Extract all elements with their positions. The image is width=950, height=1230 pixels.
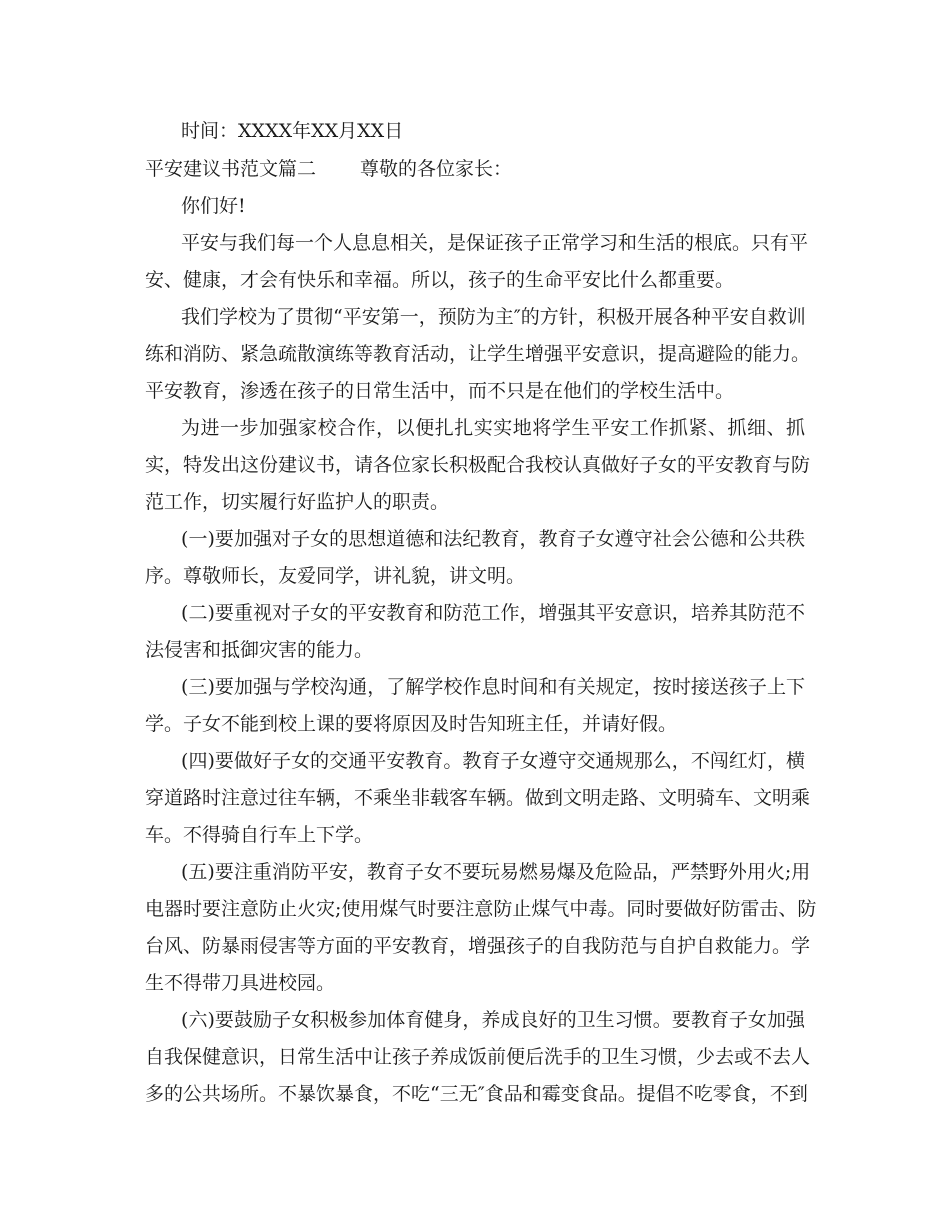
paragraph-line: 学。子女不能到校上课的要将原因及时告知班主任，并请好假。 <box>145 713 678 735</box>
paragraph-line: 台风、防暴雨侵害等方面的平安教育，增强孩子的自我防范与自护自救能力。学 <box>145 935 811 957</box>
paragraph-line: (四)要做好子女的交通平安教育。教育子女遵守交通规那么，不闯红灯，横 <box>181 750 805 772</box>
paragraph-line: 平安教育，渗透在孩子的日常生活中，而不只是在他们的学校生活中。 <box>145 380 735 402</box>
paragraph-line: 生不得带刀具进校园。 <box>145 972 336 994</box>
section-title: 平安建议书范文篇二 <box>145 158 317 180</box>
paragraph-line: (三)要加强与学校沟通，了解学校作息时间和有关规定，按时接送孩子上下 <box>181 676 805 698</box>
paragraph-line: 车。不得骑自行车上下学。 <box>145 824 374 846</box>
paragraph-line: 自我保健意识，日常生活中让孩子养成饭前便后洗手的卫生习惯，少去或不去人 <box>145 1046 811 1068</box>
paragraph-line: (二)要重视对子女的平安教育和防范工作，增强其平安意识，培养其防范不 <box>181 602 805 624</box>
paragraph-line: 平安与我们每一个人息息相关，是保证孩子正常学习和生活的根底。只有平 <box>181 232 809 254</box>
paragraph-line: 法侵害和抵御灾害的能力。 <box>145 639 374 661</box>
paragraph-line: (六)要鼓励子女积极参加体育健身，养成良好的卫生习惯。要教育子女加强 <box>181 1009 805 1031</box>
paragraph-line: 电器时要注意防止火灾;使用煤气时要注意防止煤气中毒。同时要做好防雷击、防 <box>145 898 817 920</box>
paragraph-line: 我们学校为了贯彻“平安第一，预防为主″的方针，积极开展各种平安自救训 <box>181 306 806 328</box>
salutation: 尊敬的各位家长： <box>360 158 513 180</box>
paragraph-line: (一)要加强对子女的思想道德和法纪教育，教育子女遵守社会公德和公共秩 <box>181 528 805 550</box>
paragraph-line: 实，特发出这份建议书，请各位家长积极配合我校认真做好子女的平安教育与防 <box>145 454 811 476</box>
paragraph-line: 多的公共场所。不暴饮暴食，不吃“三无″食品和霉变食品。提倡不吃零食，不到 <box>145 1083 808 1105</box>
greeting: 你们好! <box>181 195 246 217</box>
date-line: 时间：XXXX年XX月XX日 <box>181 120 404 142</box>
paragraph-line: 练和消防、紧急疏散演练等教育活动，让学生增强平安意识，提高避险的能力。 <box>145 343 811 365</box>
paragraph-line: 范工作，切实履行好监护人的职责。 <box>145 491 450 513</box>
paragraph-line: 为进一步加强家校合作，以便扎扎实实地将学生平安工作抓紧、抓细、抓 <box>181 417 805 439</box>
paragraph-line: 安、健康，才会有快乐和幸福。所以，孩子的生命平安比什么都重要。 <box>145 269 735 291</box>
heading-line <box>145 157 805 181</box>
paragraph-line: 穿道路时注意过往车辆，不乘坐非载客车辆。做到文明走路、文明骑车、文明乘 <box>145 787 811 809</box>
paragraph-line: (五)要注重消防平安，教育子女不要玩易燃易爆及危险品，严禁野外用火;用 <box>181 861 811 883</box>
paragraph-line: 序。尊敬师长，友爱同学，讲礼貌，讲文明。 <box>145 565 526 587</box>
